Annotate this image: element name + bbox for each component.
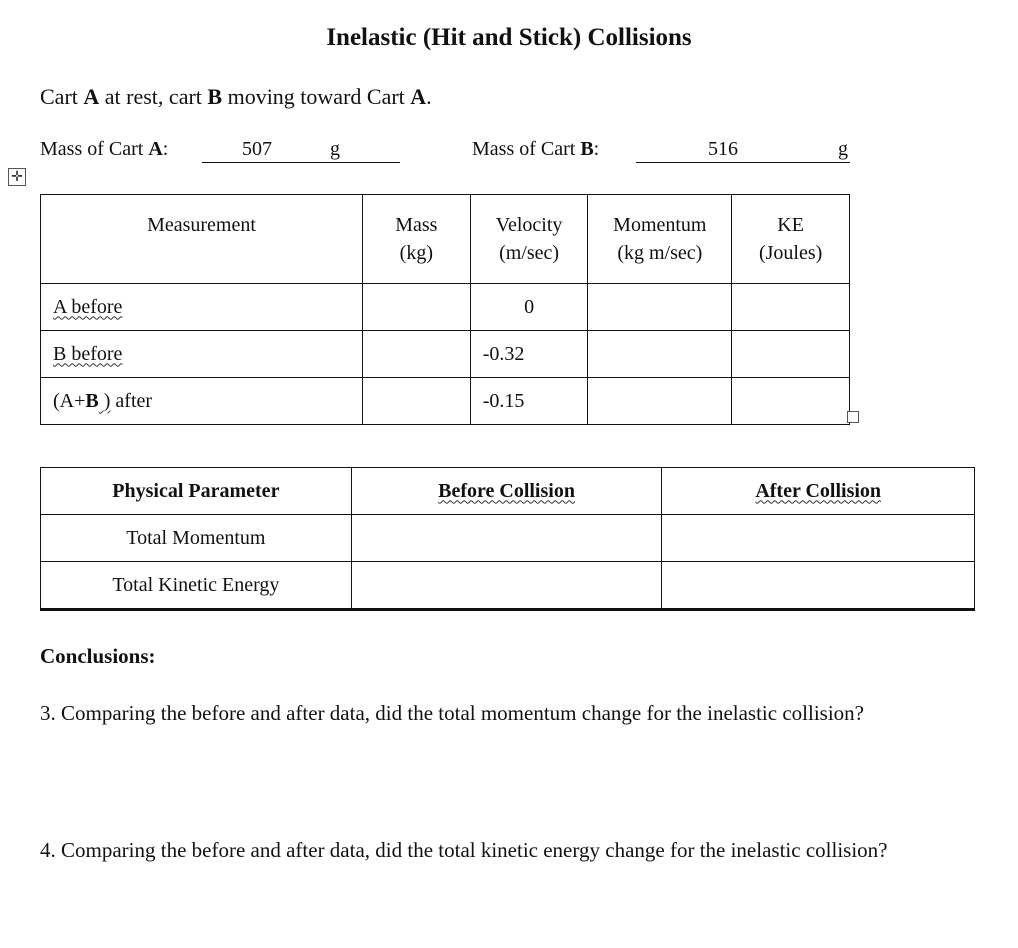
cell-momentum-a-before[interactable] xyxy=(588,284,732,331)
row-label-a-before[interactable]: A before xyxy=(41,284,363,331)
cell-mass-a-before[interactable] xyxy=(363,284,471,331)
setup-text-2: at rest, cart xyxy=(99,84,208,109)
header-velocity: Velocity (m/sec) xyxy=(470,195,588,284)
mass-b-label: Mass of Cart B: xyxy=(472,138,600,160)
cell-mass-b-before[interactable] xyxy=(363,331,471,378)
cell-momentum-before[interactable] xyxy=(351,515,662,562)
cell-ke-b-before[interactable] xyxy=(732,331,850,378)
setup-text-4: . xyxy=(426,84,432,109)
row-label-total-ke: Total Kinetic Energy xyxy=(41,562,352,610)
question-4: 4. Comparing the before and after data, did the total kinetic energy change for the inelastic collision? xyxy=(40,838,888,862)
cell-momentum-after[interactable] xyxy=(662,515,975,562)
setup-cart-a: A xyxy=(83,84,100,109)
table-row xyxy=(41,284,850,331)
table-resize-handle[interactable] xyxy=(847,411,859,423)
setup-sentence xyxy=(40,84,432,110)
cell-momentum-b-before[interactable] xyxy=(588,331,732,378)
cell-mass-ab-after[interactable] xyxy=(363,378,471,425)
question-3: 3. Comparing the before and after data, did the total momentum change for the inelastic collision? xyxy=(40,701,864,725)
header-after-collision: After Collision xyxy=(662,468,975,515)
table-row xyxy=(41,378,850,425)
mass-b-unit: g xyxy=(838,138,848,160)
cell-ke-before[interactable] xyxy=(351,562,662,610)
setup-cart-a2: A xyxy=(410,84,427,109)
row-label-b-before[interactable]: B before xyxy=(41,331,363,378)
cell-velocity-b-before[interactable]: -0.32 xyxy=(470,331,588,378)
cell-ke-after[interactable] xyxy=(662,562,975,610)
header-mass: Mass (kg) xyxy=(363,195,471,284)
conclusions-heading: Conclusions: xyxy=(40,644,156,668)
header-measurement: Measurement xyxy=(41,195,363,284)
table-row xyxy=(41,562,975,610)
table-move-handle-icon[interactable]: ✛ xyxy=(8,168,26,186)
mass-a-field[interactable] xyxy=(202,138,400,163)
mass-b-value: 516 xyxy=(708,138,738,160)
setup-cart-b: B xyxy=(207,84,223,109)
row-label-total-momentum: Total Momentum xyxy=(41,515,352,562)
totals-table xyxy=(40,467,975,611)
mass-b-field[interactable] xyxy=(636,138,850,163)
mass-a-value: 507 xyxy=(242,138,272,160)
table-row xyxy=(41,515,975,562)
masses-line xyxy=(40,138,940,168)
cell-momentum-ab-after[interactable] xyxy=(588,378,732,425)
cell-velocity-a-before[interactable]: 0 xyxy=(470,284,588,331)
cell-ke-a-before[interactable] xyxy=(732,284,850,331)
cell-ke-ab-after[interactable] xyxy=(732,378,850,425)
mass-a-label: Mass of Cart A: xyxy=(40,138,169,160)
measurement-table xyxy=(40,194,850,425)
totals-table-header xyxy=(41,468,975,515)
setup-text-1: Cart xyxy=(40,84,84,109)
setup-text-3: moving toward Cart xyxy=(222,84,411,109)
measurement-table-header xyxy=(41,195,850,284)
header-before-collision: Before Collision xyxy=(351,468,662,515)
cell-velocity-ab-after[interactable]: -0.15 xyxy=(470,378,588,425)
table-row xyxy=(41,331,850,378)
header-ke: KE (Joules) xyxy=(732,195,850,284)
header-momentum: Momentum (kg m/sec) xyxy=(588,195,732,284)
header-physical-parameter: Physical Parameter xyxy=(41,468,352,515)
mass-a-unit: g xyxy=(330,138,340,160)
row-label-ab-after[interactable]: (A+B ) after xyxy=(41,378,363,425)
page-title: Inelastic (Hit and Stick) Collisions xyxy=(326,24,692,51)
